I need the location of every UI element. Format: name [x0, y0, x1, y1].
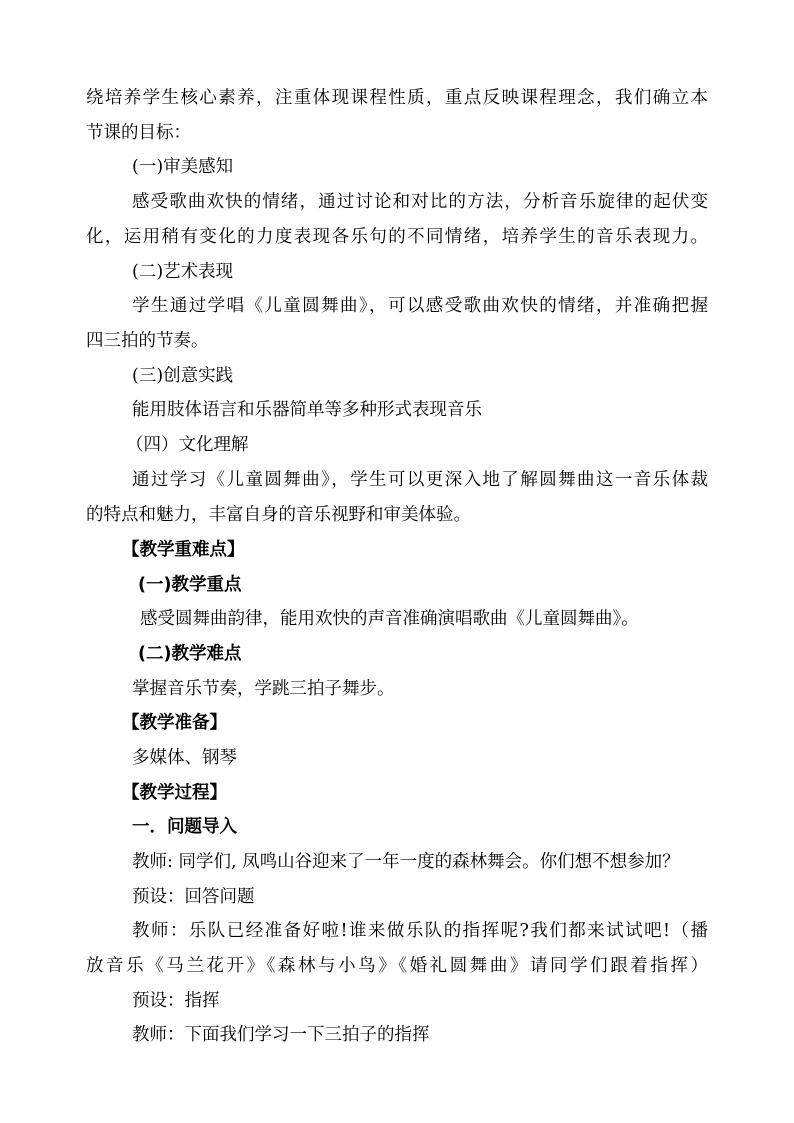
step1-title: 一．问题导入: [132, 817, 237, 837]
goal4-line-1: 通过学习《儿童圆舞曲》，学生可以更深入地了解圆舞曲这一音乐体裁: [132, 470, 708, 490]
key-point-line: 感受圆舞曲韵律，能用欢快的声音准确演唱歌曲《儿童圆舞曲》。: [140, 609, 639, 629]
goal3-line-1: 能用肢体语言和乐器简单等多种形式表现音乐: [132, 400, 482, 420]
preset-line-2: 预设：指挥: [132, 991, 220, 1011]
difficulty-title: (二)教学难点: [138, 644, 242, 664]
intro-line-1: 绕培养学生核心素养，注重体现课程性质，重点反映课程理念，我们确立本: [86, 88, 708, 108]
intro-line-2: 节课的目标：: [86, 123, 191, 143]
preparation-line: 多媒体、钢琴: [132, 748, 237, 768]
process-heading: 【教学过程】: [122, 783, 227, 803]
difficulty-line: 掌握音乐节奏，学跳三拍子舞步。: [132, 679, 395, 699]
goal4-line-2: 的特点和魅力，丰富自身的音乐视野和审美体验。: [86, 505, 471, 525]
preset-line-1: 预设：回答问题: [132, 887, 255, 907]
teacher-line-1: 教师: 同学们, 凤鸣山谷迎来了一年一度的森林舞会。你们想不想参加？: [132, 852, 680, 872]
key-point-title: (一)教学重点: [138, 575, 242, 595]
key-points-heading: 【教学重难点】: [122, 540, 245, 560]
goal2-line-2: 四三拍的节奏。: [86, 331, 209, 351]
teacher-line-3: 教师：下面我们学习一下三拍子的指挥: [132, 1025, 430, 1045]
teacher-line-2b: 放音乐《马兰花开》《森林与小鸟》《婚礼圆舞曲》请同学们跟着指挥）: [86, 956, 708, 976]
goal1-line-1: 感受歌曲欢快的情绪，通过讨论和对比的方法，分析音乐旋律的起伏变: [132, 192, 708, 212]
goal4-title: （四）文化理解: [126, 435, 249, 455]
goal2-title: (二)艺术表现: [132, 262, 234, 282]
goal1-line-2: 化，运用稍有变化的力度表现各乐句的不同情绪，培养学生的音乐表现力。: [86, 227, 708, 247]
teacher-line-2a: 教师：乐队已经准备好啦!谁来做乐队的指挥呢?我们都来试试吧!（播: [132, 921, 708, 941]
preparation-heading: 【教学准备】: [122, 713, 227, 733]
goal3-title: (三)创意实践: [132, 366, 234, 386]
goal1-title: (一)审美感知: [132, 157, 234, 177]
goal2-line-1: 学生通过学唱《儿童圆舞曲》，可以感受歌曲欢快的情绪，并准确把握: [132, 296, 708, 316]
